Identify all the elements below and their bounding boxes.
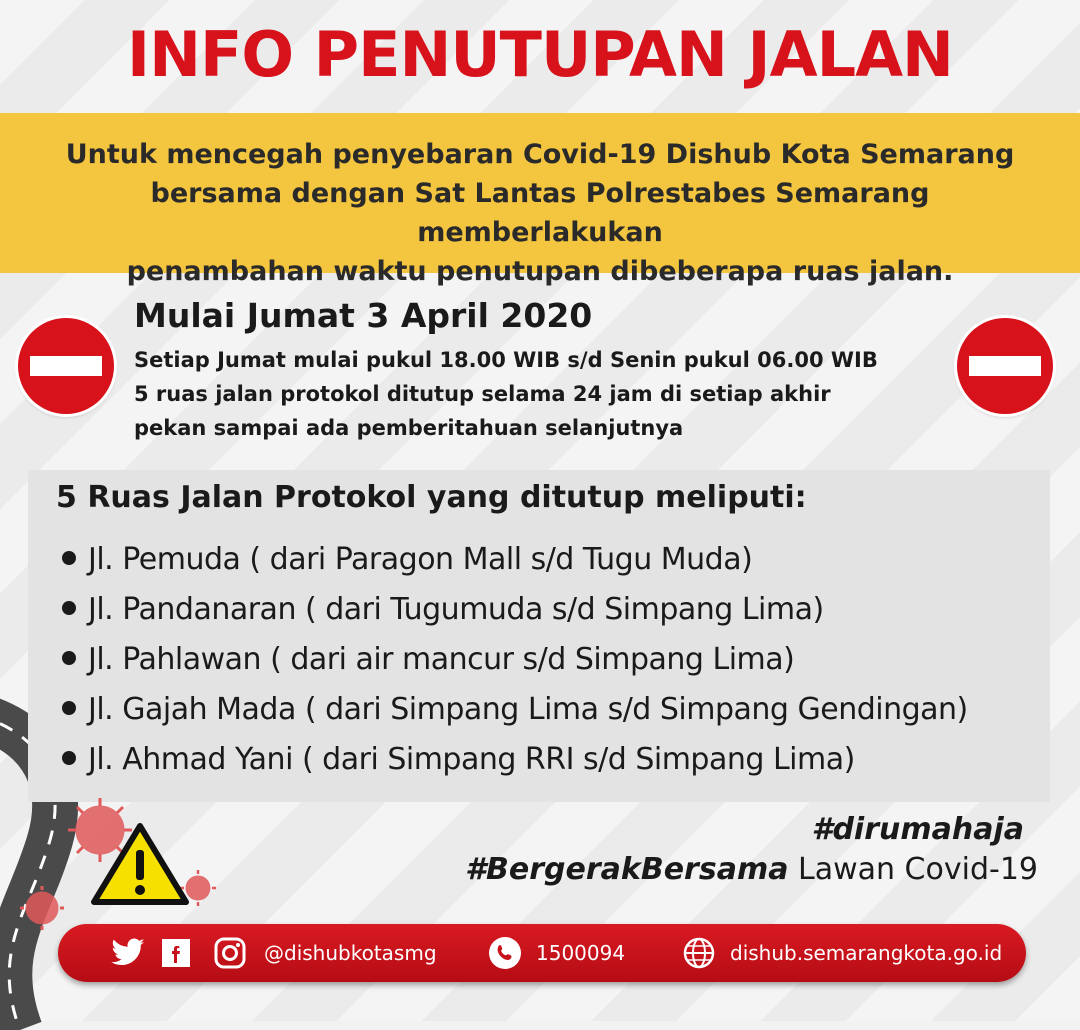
hashtag-dirumahaja: #dirumahaja [811,812,1024,847]
intro-line: bersama dengan Sat Lantas Polrestabes Semarang memberlakukan [150,178,930,248]
no-entry-sign-icon [957,318,1053,414]
website-url: dishub.semarangkota.go.id [730,941,1003,965]
list-item [62,738,1042,788]
intro-line: Untuk mencegah penyebaran Covid-19 Dishub Kota Semarang [65,139,1015,170]
bullet-icon [62,751,76,765]
schedule-line: 5 ruas jalan protokol ditutup selama 24 jam di setiap akhir [134,382,831,406]
phone-link[interactable] [488,924,625,982]
list-item [62,688,1042,738]
schedule-text [134,343,954,445]
hashtag-suffix: Lawan Covid-19 [788,852,1038,887]
list-item [62,538,1042,588]
list-item [62,588,1042,638]
hashtag-bergerakbersama: #BergerakBersama [465,852,789,887]
road-list [62,538,1042,788]
phone-number: 1500094 [536,941,626,965]
instagram-link[interactable] [214,924,437,982]
twitter-icon [110,938,146,968]
hashtags [465,810,1038,890]
intro-text [40,135,1040,291]
virus-icon [20,886,64,930]
road-list-heading: 5 Ruas Jalan Protokol yang ditutup meliputi: [56,480,807,515]
website-link[interactable] [682,924,1002,982]
road-name: Jl. Pemuda ( dari Paragon Mall s/d Tugu Muda) [88,542,753,577]
phone-icon [488,936,522,970]
schedule-line: pekan sampai ada pemberitahuan selanjutnya [134,416,684,440]
bullet-icon [62,551,76,565]
footer-bar [58,924,1026,982]
road-name: Jl. Pandanaran ( dari Tugumuda s/d Simpang Lima) [88,592,824,627]
twitter-link[interactable] [110,924,146,982]
list-item [62,638,1042,688]
schedule-line: Setiap Jumat mulai pukul 18.00 WIB s/d Senin pukul 06.00 WIB [134,348,878,372]
bullet-icon [62,601,76,615]
road-name: Jl. Ahmad Yani ( dari Simpang RRI s/d Simpang Lima) [88,742,855,777]
bullet-icon [62,651,76,665]
page-title: INFO PENUTUPAN JALAN [127,18,953,91]
bullet-icon [62,701,76,715]
intro-line: penambahan waktu penutupan dibeberapa ruas jalan. [126,256,954,287]
road-name: Jl. Gajah Mada ( dari Simpang Lima s/d Simpang Gendingan) [88,692,968,727]
globe-icon [682,936,716,970]
instagram-icon [214,937,246,969]
social-handle: @dishubkotasmg [264,941,437,965]
start-date: Mulai Jumat 3 April 2020 [134,296,593,335]
facebook-icon [162,939,190,967]
facebook-link[interactable] [162,924,190,982]
no-entry-sign-icon [18,318,114,414]
road-name: Jl. Pahlawan ( dari air mancur s/d Simpang Lima) [88,642,795,677]
